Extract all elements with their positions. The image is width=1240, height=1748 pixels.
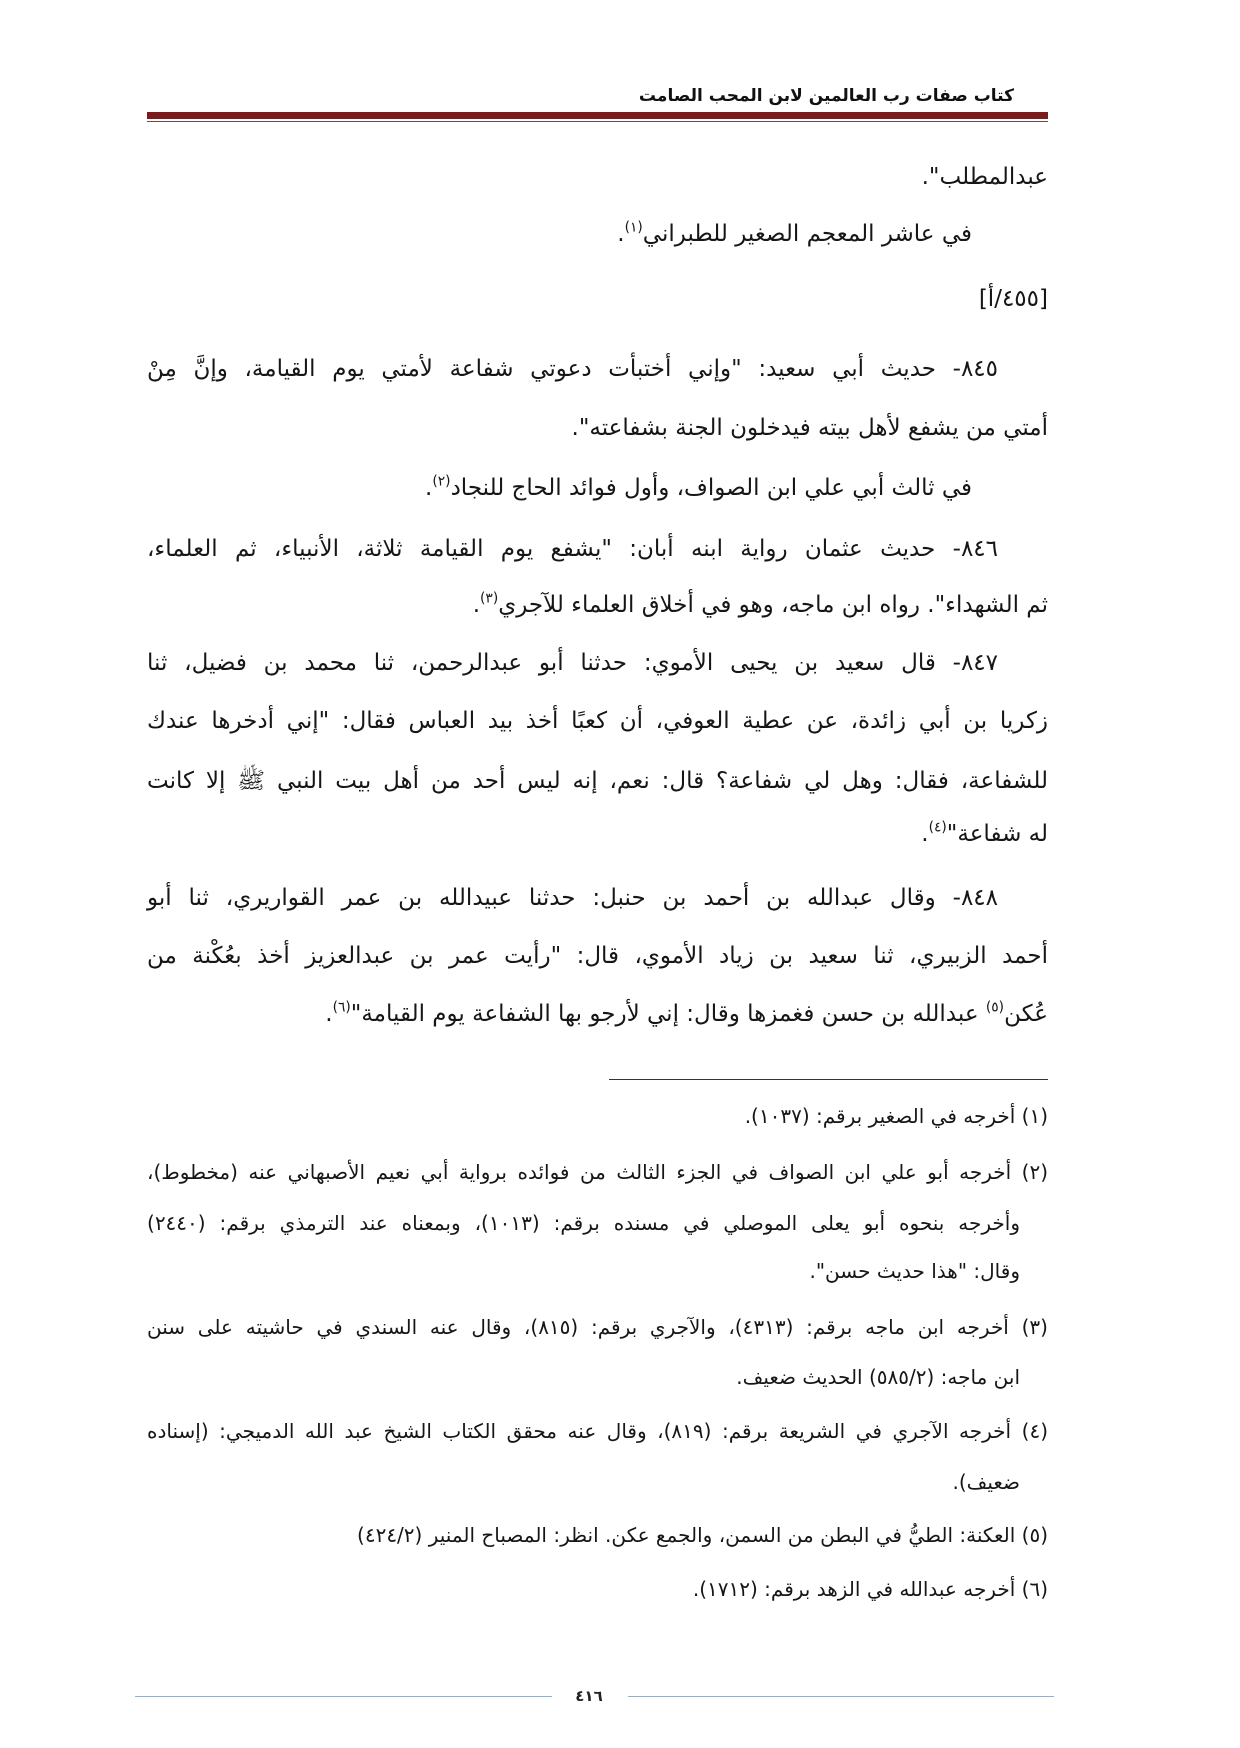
footer-rule-right (628, 1696, 1054, 1697)
footnote-line: ضعيف). (952, 1470, 1020, 1494)
body-line: ٨٤٧- قال سعيد بن يحيى الأموي: حدثنا أبو عبدالرحمن، ثنا محمد بن فضيل، ثنا (147, 650, 998, 676)
body-line (147, 994, 1048, 1034)
footnote-line: (٢) أخرجه أبو علي ابن الصواف في الجزء الثالث من فوائده برواية أبي نعيم الأصبهاني عنه (مخطوط)، (147, 1160, 1048, 1184)
footnote-ref: (٣) (480, 590, 499, 607)
footnote-line: (١) أخرجه في الصغير برقم: (١٠٣٧). (744, 1104, 1048, 1128)
footer-rule-left (135, 1696, 552, 1697)
line-end: . (921, 821, 929, 847)
body-line (147, 468, 1048, 508)
body-line: أمتي من يشفع لأهل بيته فيدخلون الجنة بشفاعته". (571, 415, 1048, 441)
line-end: . (472, 592, 481, 618)
body-line (147, 214, 1048, 254)
body-line (147, 585, 1048, 625)
footnote-line: ابن ماجه: (٥٨٥/٢) الحديث ضعيف. (736, 1365, 1020, 1389)
manuscript-folio-marker: [٤٥٥/أ] (978, 286, 1048, 312)
footnote-line: (٣) أخرجه ابن ماجه برقم: (٤٣١٣)، والآجري برقم: (٨١٥)، وقال عنه السندي في حاشيته على سنن (147, 1315, 1048, 1339)
footnote-line: وقال: "هذا حديث حسن". (809, 1259, 1020, 1283)
line-text: في ثالث أبي علي ابن الصواف، وأول فوائد الحاج للنجاد (450, 475, 972, 501)
footnote-line: (٥) العكنة: الطيُّ في البطن من السمن، والجمع عكن. انظر: المصباح المنير (٤٢٤/٢) (357, 1523, 1048, 1547)
footnote-ref: (٢) (432, 473, 451, 490)
line-text: ثم الشهداء". رواه ابن ماجه، وهو في أخلاق العلماء للآجري (498, 592, 1048, 618)
body-line: ٨٤٥- حديث أبي سعيد: "وإني أختبأت دعوتي شفاعة لأمتي يوم القيامة، وإنَّ مِنْ (147, 356, 998, 382)
header-rule (147, 112, 1048, 119)
footnote-ref: (٦) (332, 999, 351, 1016)
footnote-line: وأخرجه بنحوه أبو يعلى الموصلي في مسنده برقم: (١٠١٣)، وبمعناه عند الترمذي برقم: (٢٤٤٠) (147, 1211, 1020, 1235)
page-number: ٤١٦ (575, 1687, 603, 1705)
body-line: ٨٤٨- وقال عبدالله بن أحمد بن حنبل: حدثنا عبيدالله بن عمر القواريري، ثنا أبو (147, 885, 998, 911)
body-line: زكريا بن أبي زائدة، عن عطية العوفي، أن كعبًا أخذ بيد العباس فقال: "إني أدخرها عندك (147, 708, 1048, 734)
body-line (147, 814, 1048, 854)
line-end: . (425, 475, 433, 501)
footnote-separator (609, 1079, 1048, 1080)
line-text: في عاشر المعجم الصغير للطبراني (642, 221, 972, 247)
footnote-ref: (٤) (928, 819, 947, 836)
body-line: للشفاعة، فقال: وهل لي شفاعة؟ قال: نعم، إنه ليس أحد من أهل بيت النبي ﷺ إلا كانت (147, 768, 1048, 794)
line-end: . (617, 221, 625, 247)
body-line: أحمد الزبيري، ثنا سعيد بن زياد الأموي، قال: "رأيت عمر بن عبدالعزيز أخذ بعُكْنة من (147, 943, 1048, 969)
line-end: . (325, 1001, 333, 1027)
footnote-line: (٦) أخرجه عبدالله في الزهد برقم: (١٧١٢). (692, 1577, 1048, 1601)
line-text: عبدالله بن حسن فغمزها وقال: إني لأرجو بها الشفاعة يوم القيامة" (350, 1001, 986, 1027)
running-header-title: كتاب صفات رب العالمين لابن المحب الصامت (638, 86, 1014, 106)
footnote-line: (٤) أخرجه الآجري في الشريعة برقم: (٨١٩)، وقال عنه محقق الكتاب الشيخ عبد الله الدميجي: (إسناده (147, 1419, 1048, 1443)
footnote-ref: (١) (624, 219, 643, 236)
line-text: عُكن (1004, 1001, 1048, 1027)
header-rule-thin (147, 121, 1048, 122)
line-text: له شفاعة" (946, 821, 1048, 847)
body-line: ٨٤٦- حديث عثمان رواية ابنه أبان: "يشفع يوم القيامة ثلاثة، الأنبياء، ثم العلماء، (147, 536, 998, 562)
footnote-ref: (٥) (985, 999, 1005, 1016)
body-line: عبدالمطلب". (921, 164, 1048, 190)
